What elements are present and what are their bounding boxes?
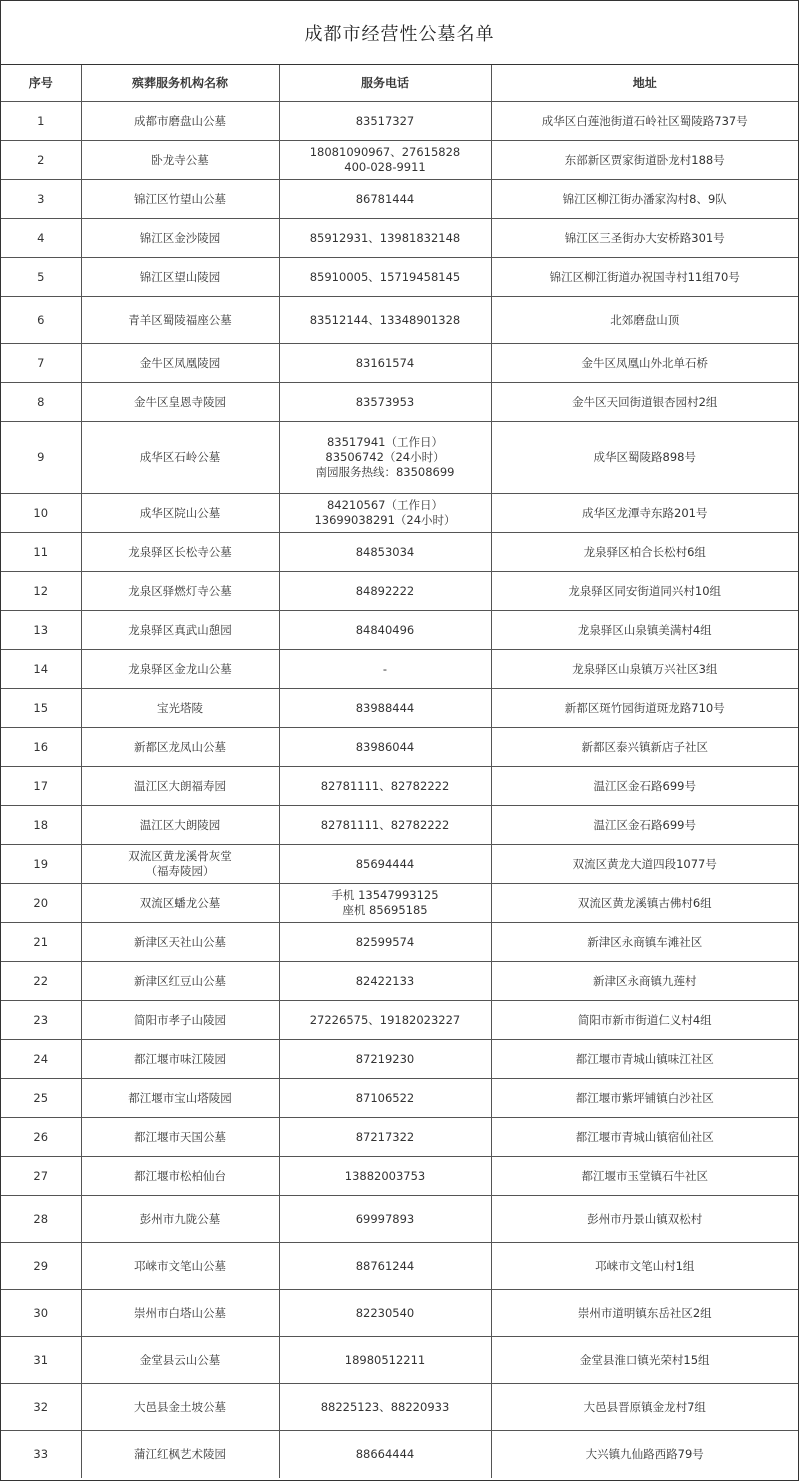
row-phone: 69997893 xyxy=(279,1196,491,1243)
row-address: 温江区金石路699号 xyxy=(491,767,798,806)
table-row xyxy=(1,297,798,344)
row-name: 锦江区望山陵园 xyxy=(81,258,279,297)
table-row xyxy=(1,1118,798,1157)
row-phone: - xyxy=(279,650,491,689)
row-phone: 88225123、88220933 xyxy=(279,1384,491,1431)
table-row xyxy=(1,611,798,650)
table-row xyxy=(1,923,798,962)
row-name: 成都市磨盘山公墓 xyxy=(81,102,279,141)
row-name: 龙泉区驿燃灯寺公墓 xyxy=(81,572,279,611)
row-address: 简阳市新市街道仁义村4组 xyxy=(491,1001,798,1040)
row-name: 新津区红豆山公墓 xyxy=(81,962,279,1001)
row-address: 东部新区贾家街道卧龙村188号 xyxy=(491,141,798,180)
table-row xyxy=(1,962,798,1001)
row-number: 17 xyxy=(1,767,81,806)
table-row xyxy=(1,1040,798,1079)
table-row xyxy=(1,1243,798,1290)
row-number: 5 xyxy=(1,258,81,297)
row-address: 龙泉驿区山泉镇万兴社区3组 xyxy=(491,650,798,689)
row-address: 双流区黄龙溪镇古佛村6组 xyxy=(491,884,798,923)
row-phone: 83573953 xyxy=(279,383,491,422)
row-name: 温江区大朗陵园 xyxy=(81,806,279,845)
row-number: 25 xyxy=(1,1079,81,1118)
title-row xyxy=(1,1,798,65)
row-name: 简阳市孝子山陵园 xyxy=(81,1001,279,1040)
header-row xyxy=(1,65,798,102)
row-name: 都江堰市天国公墓 xyxy=(81,1118,279,1157)
row-number: 30 xyxy=(1,1290,81,1337)
row-phone: 82230540 xyxy=(279,1290,491,1337)
table-row xyxy=(1,258,798,297)
row-address: 新津区永商镇车滩社区 xyxy=(491,923,798,962)
table-row xyxy=(1,494,798,533)
row-number: 16 xyxy=(1,728,81,767)
row-name: 温江区大朗福寿园 xyxy=(81,767,279,806)
row-phone: 86781444 xyxy=(279,180,491,219)
cemetery-table xyxy=(1,65,798,1478)
table-row xyxy=(1,219,798,258)
row-name: 龙泉驿区长松寺公墓 xyxy=(81,533,279,572)
row-number: 8 xyxy=(1,383,81,422)
row-phone: 87219230 xyxy=(279,1040,491,1079)
row-number: 1 xyxy=(1,102,81,141)
table-row xyxy=(1,845,798,884)
row-address: 温江区金石路699号 xyxy=(491,806,798,845)
row-address: 都江堰市玉堂镇石牛社区 xyxy=(491,1157,798,1196)
row-number: 29 xyxy=(1,1243,81,1290)
row-phone: 84840496 xyxy=(279,611,491,650)
table-row xyxy=(1,1384,798,1431)
row-name: 新津区天社山公墓 xyxy=(81,923,279,962)
row-name: 大邑县金土坡公墓 xyxy=(81,1384,279,1431)
row-number: 23 xyxy=(1,1001,81,1040)
row-phone: 84853034 xyxy=(279,533,491,572)
row-name: 双流区蟠龙公墓 xyxy=(81,884,279,923)
row-address: 锦江区三圣街办大安桥路301号 xyxy=(491,219,798,258)
row-number: 32 xyxy=(1,1384,81,1431)
row-address: 邛崃市文笔山村1组 xyxy=(491,1243,798,1290)
row-phone: 83512144、13348901328 xyxy=(279,297,491,344)
row-name: 青羊区蜀陵福座公墓 xyxy=(81,297,279,344)
table-row xyxy=(1,102,798,141)
row-phone: 88664444 xyxy=(279,1431,491,1478)
table-row xyxy=(1,344,798,383)
row-address: 都江堰市紫坪铺镇白沙社区 xyxy=(491,1079,798,1118)
table-row xyxy=(1,1157,798,1196)
row-address: 龙泉驿区柏合长松村6组 xyxy=(491,533,798,572)
row-address: 新都区泰兴镇新店子社区 xyxy=(491,728,798,767)
row-name: 龙泉驿区金龙山公墓 xyxy=(81,650,279,689)
row-number: 18 xyxy=(1,806,81,845)
row-name: 龙泉驿区真武山憩园 xyxy=(81,611,279,650)
row-address: 新都区斑竹园街道斑龙路710号 xyxy=(491,689,798,728)
table-row xyxy=(1,650,798,689)
table-row xyxy=(1,1196,798,1243)
table-row xyxy=(1,884,798,923)
row-phone: 85694444 xyxy=(279,845,491,884)
row-name: 金牛区凤凰陵园 xyxy=(81,344,279,383)
row-number: 12 xyxy=(1,572,81,611)
row-name: 金牛区皇恩寺陵园 xyxy=(81,383,279,422)
row-number: 9 xyxy=(1,422,81,494)
row-number: 15 xyxy=(1,689,81,728)
header-address: 地址 xyxy=(491,65,798,102)
row-name: 蒲江红枫艺术陵园 xyxy=(81,1431,279,1478)
row-address: 锦江区柳江街道办祝国寺村11组70号 xyxy=(491,258,798,297)
row-number: 4 xyxy=(1,219,81,258)
row-phone: 87106522 xyxy=(279,1079,491,1118)
row-number: 20 xyxy=(1,884,81,923)
row-phone: 27226575、19182023227 xyxy=(279,1001,491,1040)
row-address: 大兴镇九仙路西路79号 xyxy=(585,1446,704,1461)
row-number: 26 xyxy=(1,1118,81,1157)
row-number: 21 xyxy=(1,923,81,962)
row-name: 成华区院山公墓 xyxy=(81,494,279,533)
row-address: 成华区白莲池街道石岭社区蜀陵路737号 xyxy=(491,102,798,141)
table-row xyxy=(1,1001,798,1040)
row-address: 成华区蜀陵路898号 xyxy=(491,422,798,494)
row-number: 3 xyxy=(1,180,81,219)
row-name: 锦江区金沙陵园 xyxy=(81,219,279,258)
row-address: 彭州市丹景山镇双松村 xyxy=(491,1196,798,1243)
row-number: 6 xyxy=(1,297,81,344)
row-name: 邛崃市文笔山公墓 xyxy=(81,1243,279,1290)
row-number: 31 xyxy=(1,1337,81,1384)
row-address: 新津区永商镇九莲村 xyxy=(491,962,798,1001)
row-number: 24 xyxy=(1,1040,81,1079)
row-number: 33 xyxy=(1,1431,81,1478)
row-phone: 87217322 xyxy=(279,1118,491,1157)
row-name: 卧龙寺公墓 xyxy=(81,141,279,180)
row-phone: 83161574 xyxy=(279,344,491,383)
header-phone: 服务电话 xyxy=(279,65,491,102)
row-number: 2 xyxy=(1,141,81,180)
row-address: 大邑县晋原镇金龙村7组 xyxy=(491,1384,798,1431)
table-row xyxy=(1,533,798,572)
row-phone: 82599574 xyxy=(279,923,491,962)
table-row xyxy=(1,383,798,422)
row-number: 10 xyxy=(1,494,81,533)
table-row xyxy=(1,1337,798,1384)
row-phone: 84892222 xyxy=(279,572,491,611)
row-address: 锦江区柳江街办潘家沟村8、9队 xyxy=(491,180,798,219)
row-phone: 85910005、15719458145 xyxy=(279,258,491,297)
row-name: 都江堰市宝山塔陵园 xyxy=(81,1079,279,1118)
row-name: 都江堰市松柏仙台 xyxy=(81,1157,279,1196)
row-phone: 84210567（工作日） 13699038291（24小时） xyxy=(279,494,491,533)
row-phone: 83988444 xyxy=(279,689,491,728)
row-phone: 83517327 xyxy=(279,102,491,141)
row-number: 13 xyxy=(1,611,81,650)
row-name: 锦江区竹望山公墓 xyxy=(81,180,279,219)
row-address: 双流区黄龙大道四段1077号 xyxy=(491,845,798,884)
table-row xyxy=(1,180,798,219)
table-row xyxy=(1,1431,798,1478)
table-row xyxy=(1,728,798,767)
row-name: 宝光塔陵 xyxy=(81,689,279,728)
header-number: 序号 xyxy=(1,65,81,102)
row-phone: 82781111、82782222 xyxy=(279,806,491,845)
row-name: 都江堰市味江陵园 xyxy=(81,1040,279,1079)
row-name: 成华区石岭公墓 xyxy=(81,422,279,494)
row-number: 27 xyxy=(1,1157,81,1196)
table-body xyxy=(1,102,798,1478)
row-phone: 88761244 xyxy=(279,1243,491,1290)
row-address: 龙泉驿区同安街道同兴村10组 xyxy=(491,572,798,611)
header-name: 殡葬服务机构名称 xyxy=(81,65,279,102)
row-phone: 82422133 xyxy=(279,962,491,1001)
row-address: 崇州市道明镇东岳社区2组 xyxy=(491,1290,798,1337)
row-phone: 83986044 xyxy=(279,728,491,767)
row-number: 19 xyxy=(1,845,81,884)
row-address: 金牛区凤凰山外北单石桥 xyxy=(491,344,798,383)
row-address: 都江堰市青城山镇味江社区 xyxy=(491,1040,798,1079)
row-number: 14 xyxy=(1,650,81,689)
table-row xyxy=(1,422,798,494)
row-name: 崇州市白塔山公墓 xyxy=(81,1290,279,1337)
table-row xyxy=(1,572,798,611)
row-phone: 82781111、82782222 xyxy=(279,767,491,806)
table-row xyxy=(1,806,798,845)
table-row xyxy=(1,767,798,806)
table-row xyxy=(1,1290,798,1337)
row-phone: 83517941（工作日） 83506742（24小时） 南园服务热线：83508699 xyxy=(279,422,491,494)
row-phone: 13882003753 xyxy=(279,1157,491,1196)
row-address: 都江堰市青城山镇宿仙社区 xyxy=(491,1118,798,1157)
row-address: 龙泉驿区山泉镇美满村4组 xyxy=(491,611,798,650)
row-number: 7 xyxy=(1,344,81,383)
row-phone: 18081090967、27615828 400-028-9911 xyxy=(279,141,491,180)
row-address: 成华区龙潭寺东路201号 xyxy=(491,494,798,533)
row-name: 双流区黄龙溪骨灰堂 （福寿陵园） xyxy=(81,845,279,884)
row-name: 金堂县云山公墓 xyxy=(81,1337,279,1384)
row-number: 11 xyxy=(1,533,81,572)
row-name: 新都区龙凤山公墓 xyxy=(81,728,279,767)
row-number: 28 xyxy=(1,1196,81,1243)
row-address: 北郊磨盘山顶 xyxy=(491,297,798,344)
row-phone: 85912931、13981832148 xyxy=(279,219,491,258)
row-address: 金堂县淮口镇光荣村15组 xyxy=(491,1337,798,1384)
page-title: 成都市经营性公墓名单 xyxy=(304,23,495,45)
table-row xyxy=(1,689,798,728)
table-row xyxy=(1,141,798,180)
row-phone: 手机 13547993125 座机 85695185 xyxy=(279,884,491,923)
row-phone: 18980512211 xyxy=(279,1337,491,1384)
table-row xyxy=(1,1079,798,1118)
row-address: 金牛区天回街道银杏园村2组 xyxy=(491,383,798,422)
row-name: 彭州市九陇公墓 xyxy=(81,1196,279,1243)
row-number: 22 xyxy=(1,962,81,1001)
